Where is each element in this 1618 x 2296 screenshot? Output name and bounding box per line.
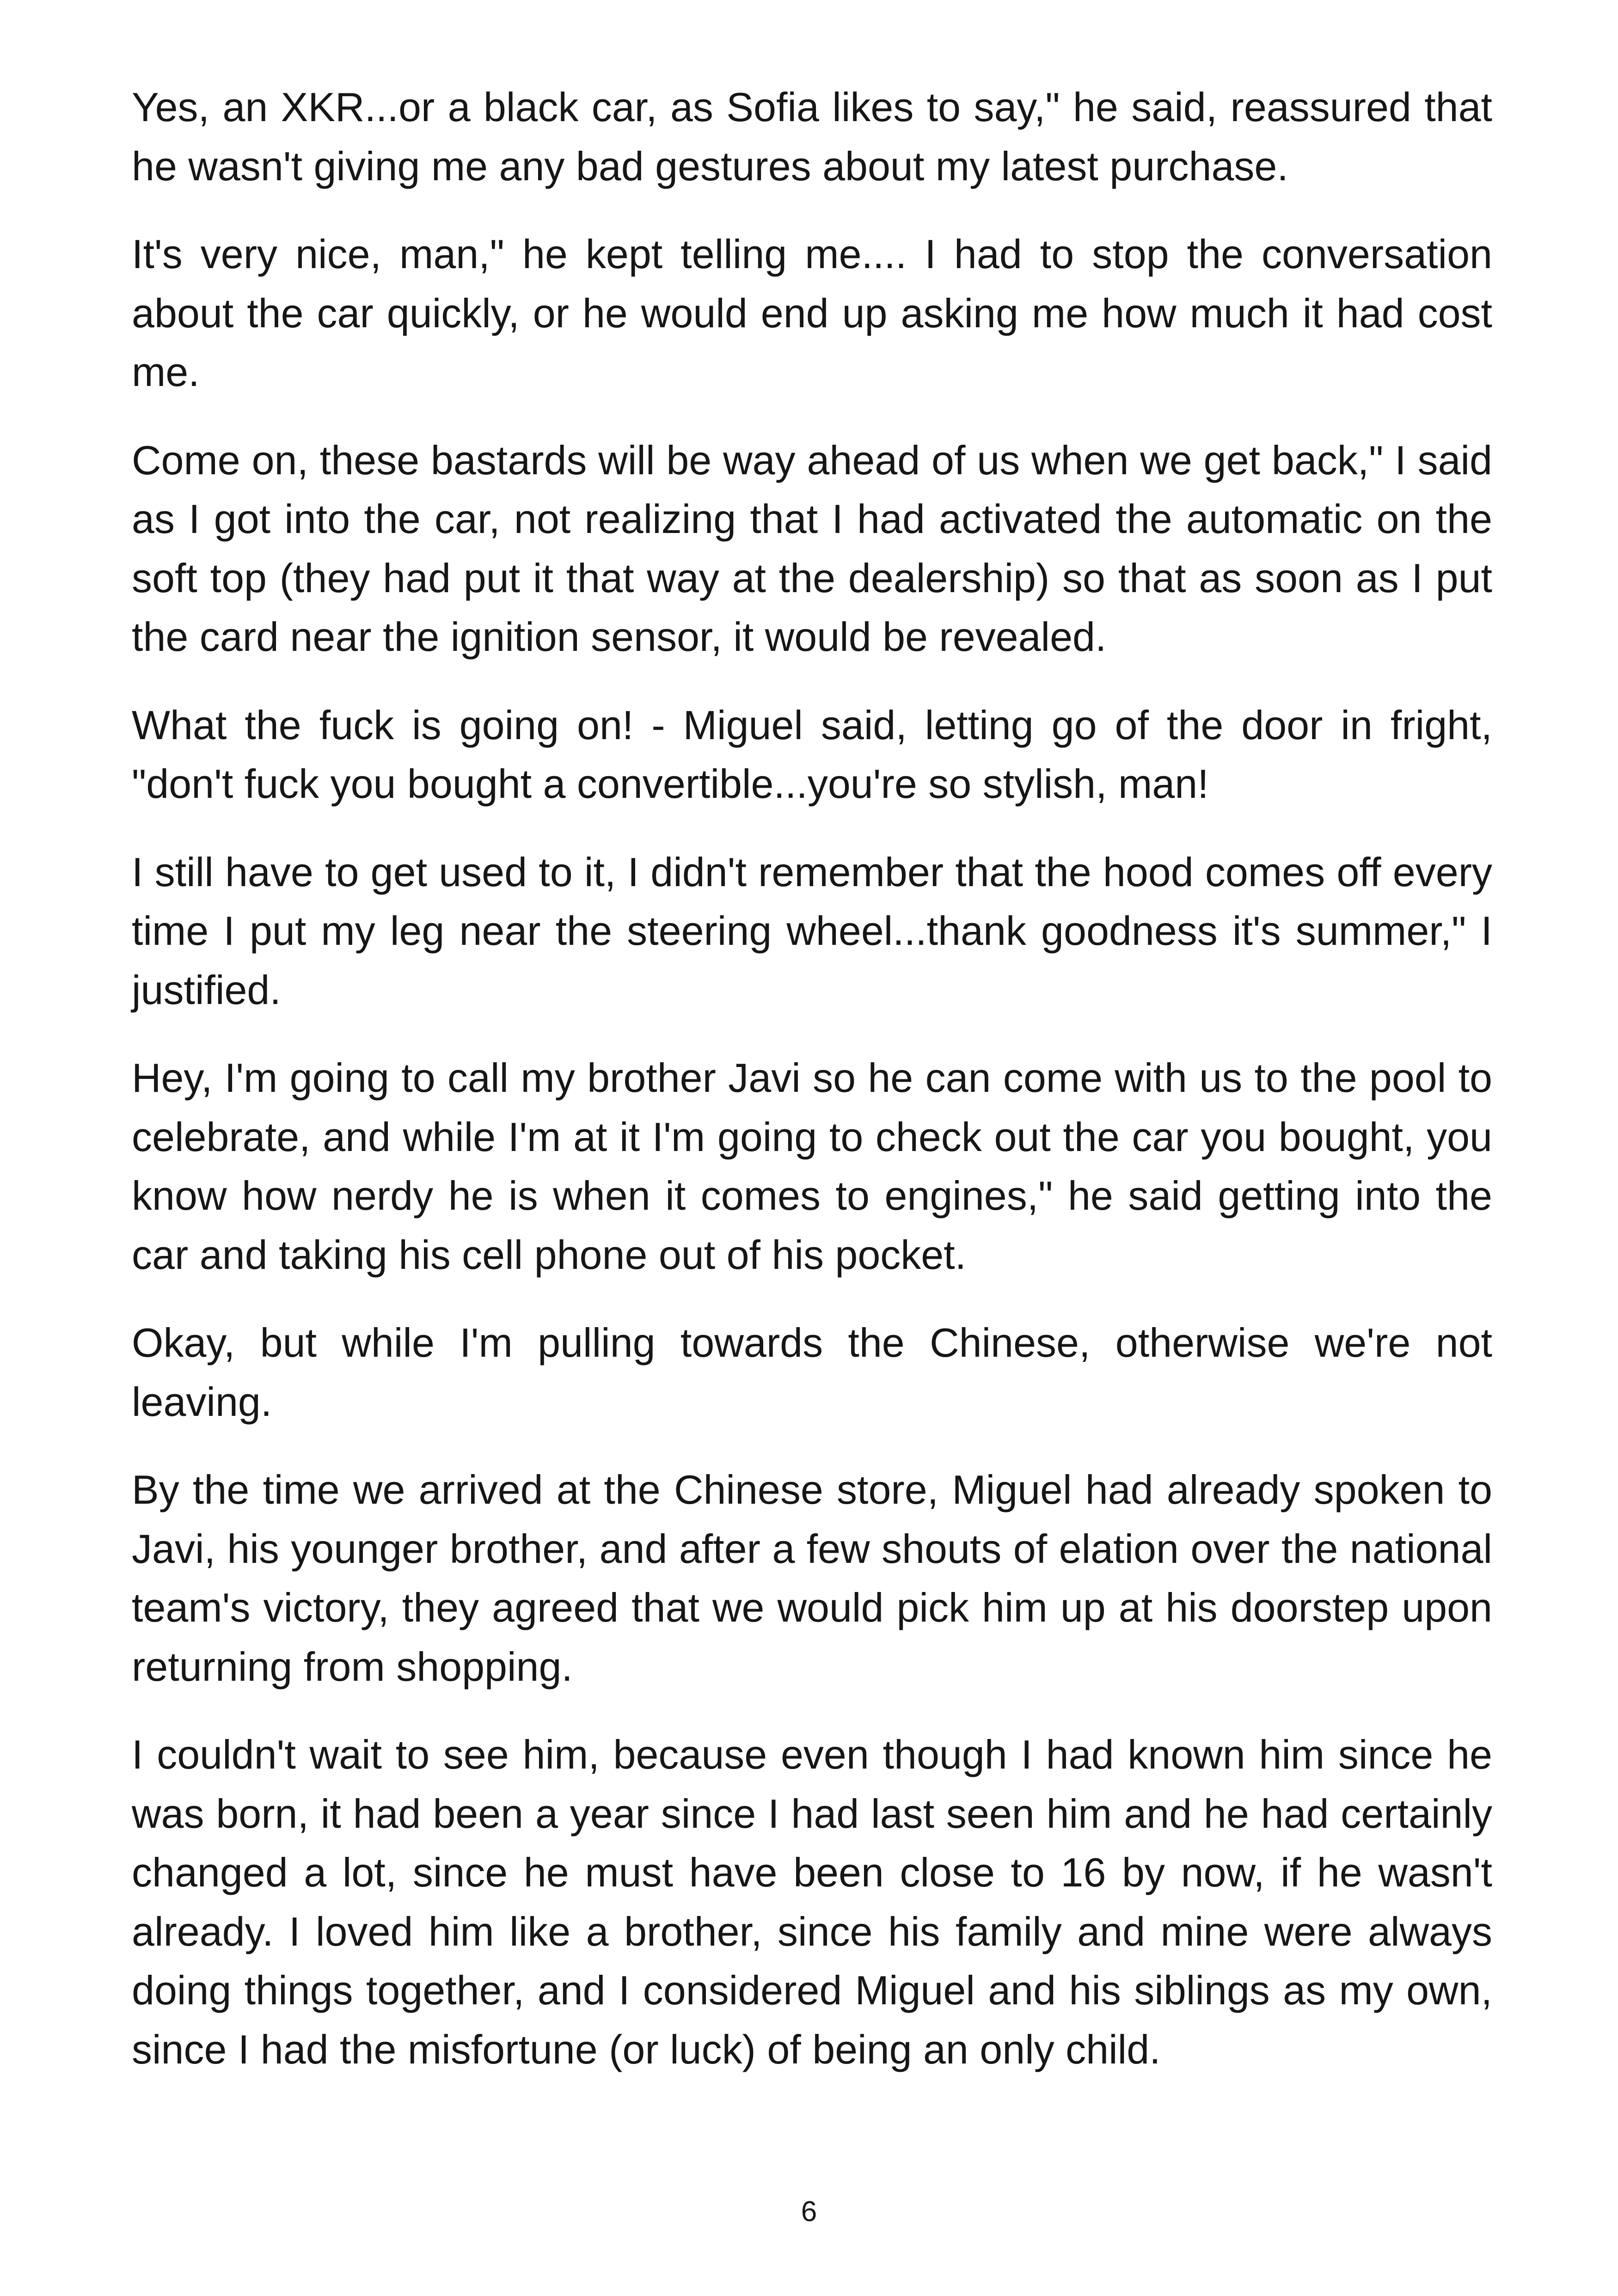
paragraph-2: It's very nice, man," he kept telling me.... I had to stop the conversation about the car quickly, or he would end up asking me how much it had cost me. bbox=[132, 231, 1492, 395]
paragraph-8: By the time we arrived at the Chinese store, Miguel had already spoken to Javi, his younger brother, and after a few shouts of elation over the national team's victory, they agreed that we would pick him up at his doorstep upon returning from shopping. bbox=[132, 1467, 1492, 1690]
paragraph-3: Come on, these bastards will be way ahead of us when we get back," I said as I got into the car, not realizing that I had activated the automatic on the soft top (they had put it that way at the dealership) so that as soon as I put the card near the ignition sensor, it would be revealed. bbox=[132, 437, 1492, 660]
body-text bbox=[132, 78, 1492, 2108]
page-number: 6 bbox=[801, 2196, 817, 2228]
paragraph-6: Hey, I'm going to call my brother Javi so he can come with us to the pool to celebrate, and while I'm at it I'm going to check out the car you bought, you know how nerdy he is when it comes to engines," he said getting into the car and taking his cell phone out of his pocket. bbox=[132, 1055, 1492, 1278]
paragraph-9: I couldn't wait to see him, because even though I had known him since he was born, it had been a year since I had last seen him and he had certainly changed a lot, since he must have been close to 16 by now, if he wasn't already. I loved him like a brother, since his family and mine were always doing things together, and I considered Miguel and his siblings as my own, since I had the misfortune (or luck) of being an only child. bbox=[132, 1732, 1492, 2072]
paragraph-1: Yes, an XKR...or a black car, as Sofia likes to say," he said, reassured that he wasn't giving me any bad gestures about my latest purchase. bbox=[132, 84, 1492, 189]
paragraph-5: I still have to get used to it, I didn't remember that the hood comes off every time I put my leg near the steering wheel...thank goodness it's summer," I justified. bbox=[132, 849, 1492, 1013]
paragraph-7: Okay, but while I'm pulling towards the Chinese, otherwise we're not leaving. bbox=[132, 1320, 1492, 1425]
paragraph-4: What the fuck is going on! - Miguel said, letting go of the door in fright, "don't fuck you bought a convertible...you're so stylish, man! bbox=[132, 702, 1492, 807]
